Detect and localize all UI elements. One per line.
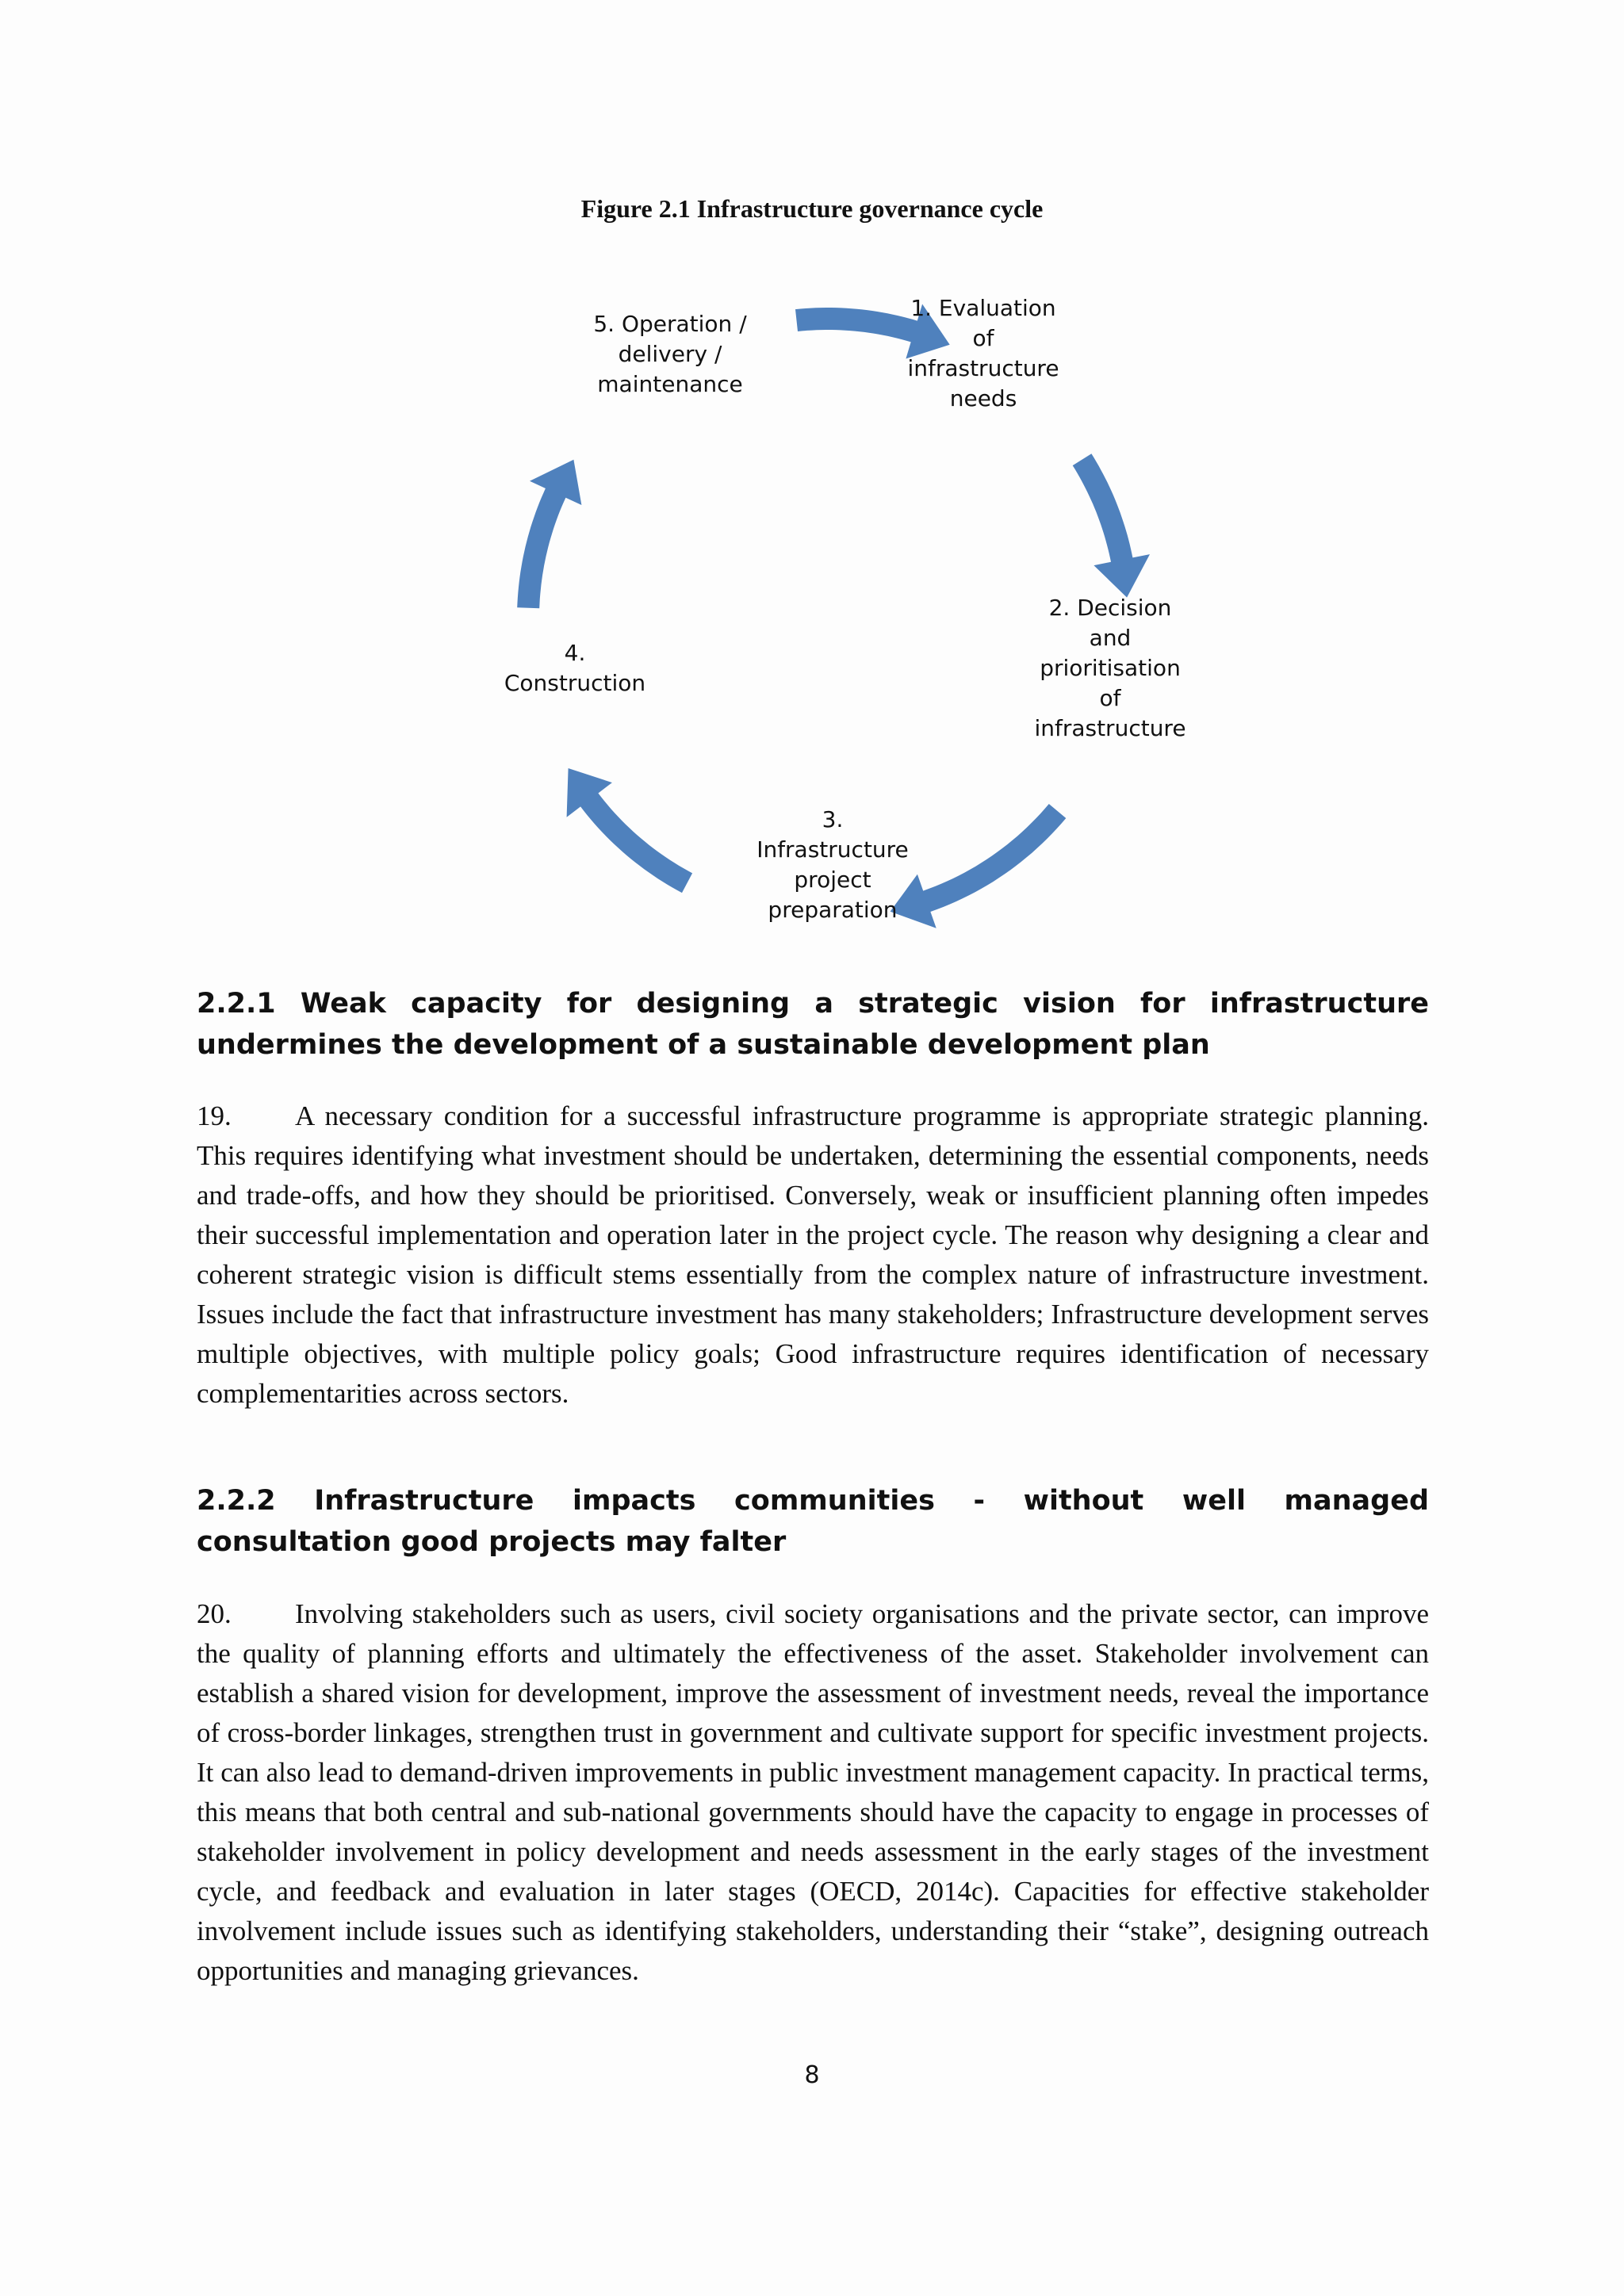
arrow-4-to-5	[517, 460, 581, 609]
step-3-label	[737, 805, 928, 925]
paragraph-text: Involving stakeholders such as users, civil society organisations and the private sector, can improve the quality of planning efforts and ultimately the effectiveness of the asset. Stakeholder involvement can establish a shared vision for development, improve the assessment of investment needs, reveal the importance of cross-border linkages, strengthen trust in government and cultivate support for specific investment projects. It can also lead to demand-driven improvements in public investment management capacity. In practical terms, this means that both central and sub-national governments should have the capacity to engage in processes of stakeholder involvement in policy development and needs assessment in the early stages of the investment cycle, and feedback and evaluation in later stages (OECD, 2014c). Capacities for effective stakeholder involvement include issues such as identifying stakeholders, understanding their “stake”, designing outreach opportunities and managing grievances.	[197, 1598, 1429, 1986]
paragraph-number: 20.	[197, 1598, 232, 1629]
step-label-line: 4.	[564, 640, 586, 666]
paragraph-number: 19.	[197, 1100, 232, 1131]
step-label-line: and	[1089, 625, 1132, 651]
step-label-line: 5. Operation /	[593, 311, 747, 337]
step-label-line: of	[1099, 685, 1121, 711]
step-label-line: Infrastructure	[756, 836, 909, 863]
step-label-line: project	[794, 867, 871, 893]
step-1-label	[888, 293, 1078, 414]
section-heading-2-2-1: 2.2.1 Weak capacity for designing a strategic vision for infrastructure undermines the development of a sustainable development plan	[197, 988, 1429, 1061]
step-label-line: 3.	[822, 806, 844, 832]
step-label-line: infrastructure	[1034, 715, 1186, 741]
step-label-line: prioritisation	[1040, 655, 1181, 681]
step-label-line: infrastructure	[907, 355, 1059, 381]
paragraph-19	[197, 1096, 1429, 1414]
step-label-line: delivery /	[618, 341, 722, 367]
step-label-line: 2. Decision	[1048, 595, 1172, 621]
figure-title: Figure 2.1 Infrastructure governance cycle	[580, 194, 1044, 223]
arrow-3-to-4	[567, 768, 693, 893]
step-label-line: maintenance	[597, 371, 743, 397]
step-label-line: Construction	[504, 670, 646, 696]
page-number: 8	[804, 2061, 820, 2089]
arrow-1-to-2	[1073, 453, 1150, 597]
step-label-line: needs	[949, 385, 1017, 411]
paragraph-text: A necessary condition for a successful infrastructure programme is appropriate strategic planning. This requires identifying what investment should be undertaken, determining the essential components, needs and trade-offs, and how they should be prioritised. Conversely, weak or insufficient planning often impedes their successful implementation and operation later in the project cycle. The reason why designing a clear and coherent strategic vision is difficult stems essentially from the complex nature of infrastructure investment. Issues include the fact that infrastructure investment has many stakeholders; Infrastructure development serves multiple objectives, with multiple policy goals; Good infrastructure requires identification of necessary complementarities across sectors.	[197, 1100, 1429, 1409]
step-label-line: 1. Evaluation	[910, 295, 1056, 321]
paragraph-20	[197, 1594, 1429, 1991]
section-heading-2-2-2: 2.2.2 Infrastructure impacts communities - without well managed consultation good projects may falter	[197, 1485, 1429, 1558]
step-5-label	[571, 309, 769, 400]
step-4-label	[476, 638, 674, 698]
step-2-label	[1015, 593, 1205, 744]
step-label-line: preparation	[768, 897, 898, 923]
governance-cycle-diagram	[476, 254, 1205, 936]
step-label-line: of	[972, 325, 994, 351]
